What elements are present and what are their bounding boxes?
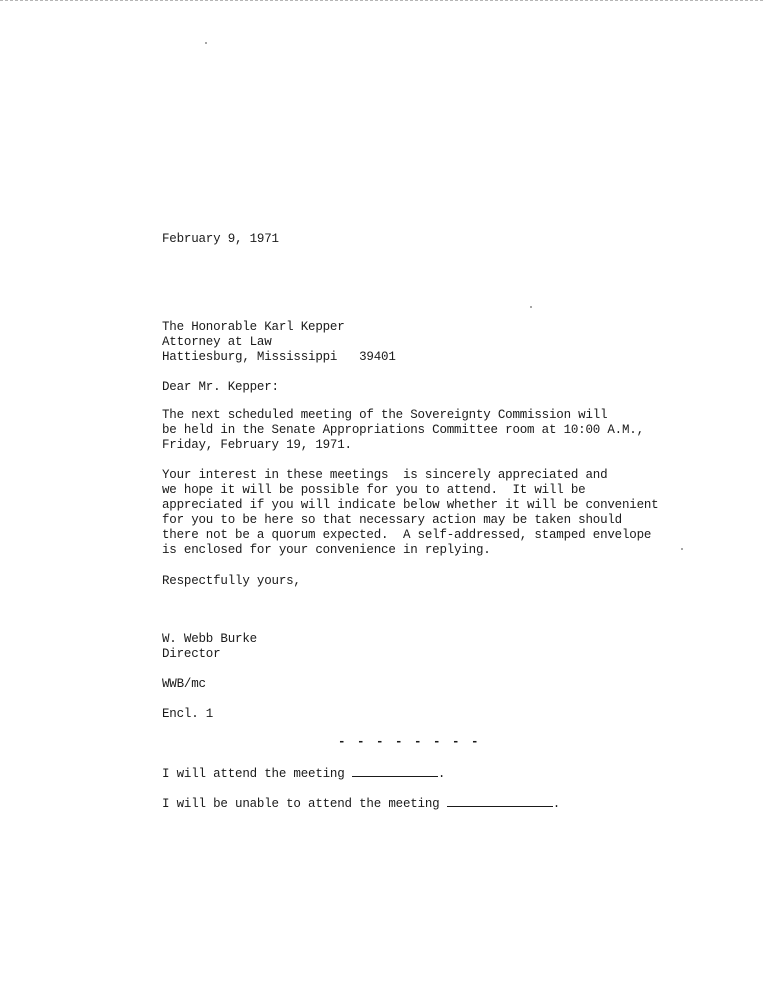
enclosure-note: Encl. 1 (162, 707, 214, 721)
recipient-address-block (162, 320, 396, 365)
reply-attend-period: . (437, 767, 446, 781)
reply-attend-line (162, 765, 445, 782)
paragraph-line: we hope it will be possible for you to attend. It will be (162, 483, 586, 497)
letter-date: February 9, 1971 (162, 232, 279, 246)
signer-name: W. Webb Burke (162, 632, 257, 646)
salutation: Dear Mr. Kepper: (162, 380, 279, 394)
attend-blank[interactable] (352, 765, 438, 777)
section-divider: - - - - - - - - (338, 735, 481, 749)
reply-unable-period: . (552, 797, 561, 811)
page-top-edge (0, 0, 763, 1)
paragraph-meeting-notice (162, 408, 644, 453)
paragraph-line: for you to be here so that necessary action may be taken should (162, 513, 622, 527)
paragraph-line: be held in the Senate Appropriations Committee room at 10:00 A.M., (162, 423, 644, 437)
paragraph-line: Friday, February 19, 1971. (162, 438, 352, 452)
paragraph-line: there not be a quorum expected. A self-addressed, stamped envelope (162, 528, 652, 542)
recipient-title: Attorney at Law (162, 335, 272, 349)
recipient-address: Hattiesburg, Mississippi 39401 (162, 350, 396, 364)
paragraph-attendance-request (162, 468, 658, 558)
paragraph-line: is enclosed for your convenience in replying. (162, 543, 491, 557)
scan-speck (205, 42, 207, 44)
reply-attend-label: I will attend the meeting (162, 767, 352, 781)
recipient-name: The Honorable Karl Kepper (162, 320, 345, 334)
paragraph-line: appreciated if you will indicate below whether it will be convenient (162, 498, 659, 512)
reply-unable-line (162, 795, 560, 812)
paragraph-line: Your interest in these meetings is sincerely appreciated and (162, 468, 608, 482)
scan-speck (530, 306, 532, 308)
scan-speck (681, 548, 683, 550)
signer-title: Director (162, 647, 221, 661)
closing: Respectfully yours, (162, 574, 301, 588)
typist-initials: WWB/mc (162, 677, 206, 691)
reply-unable-label: I will be unable to attend the meeting (162, 797, 447, 811)
unable-blank[interactable] (447, 795, 553, 807)
paragraph-line: The next scheduled meeting of the Sovereignty Commission will (162, 408, 608, 422)
